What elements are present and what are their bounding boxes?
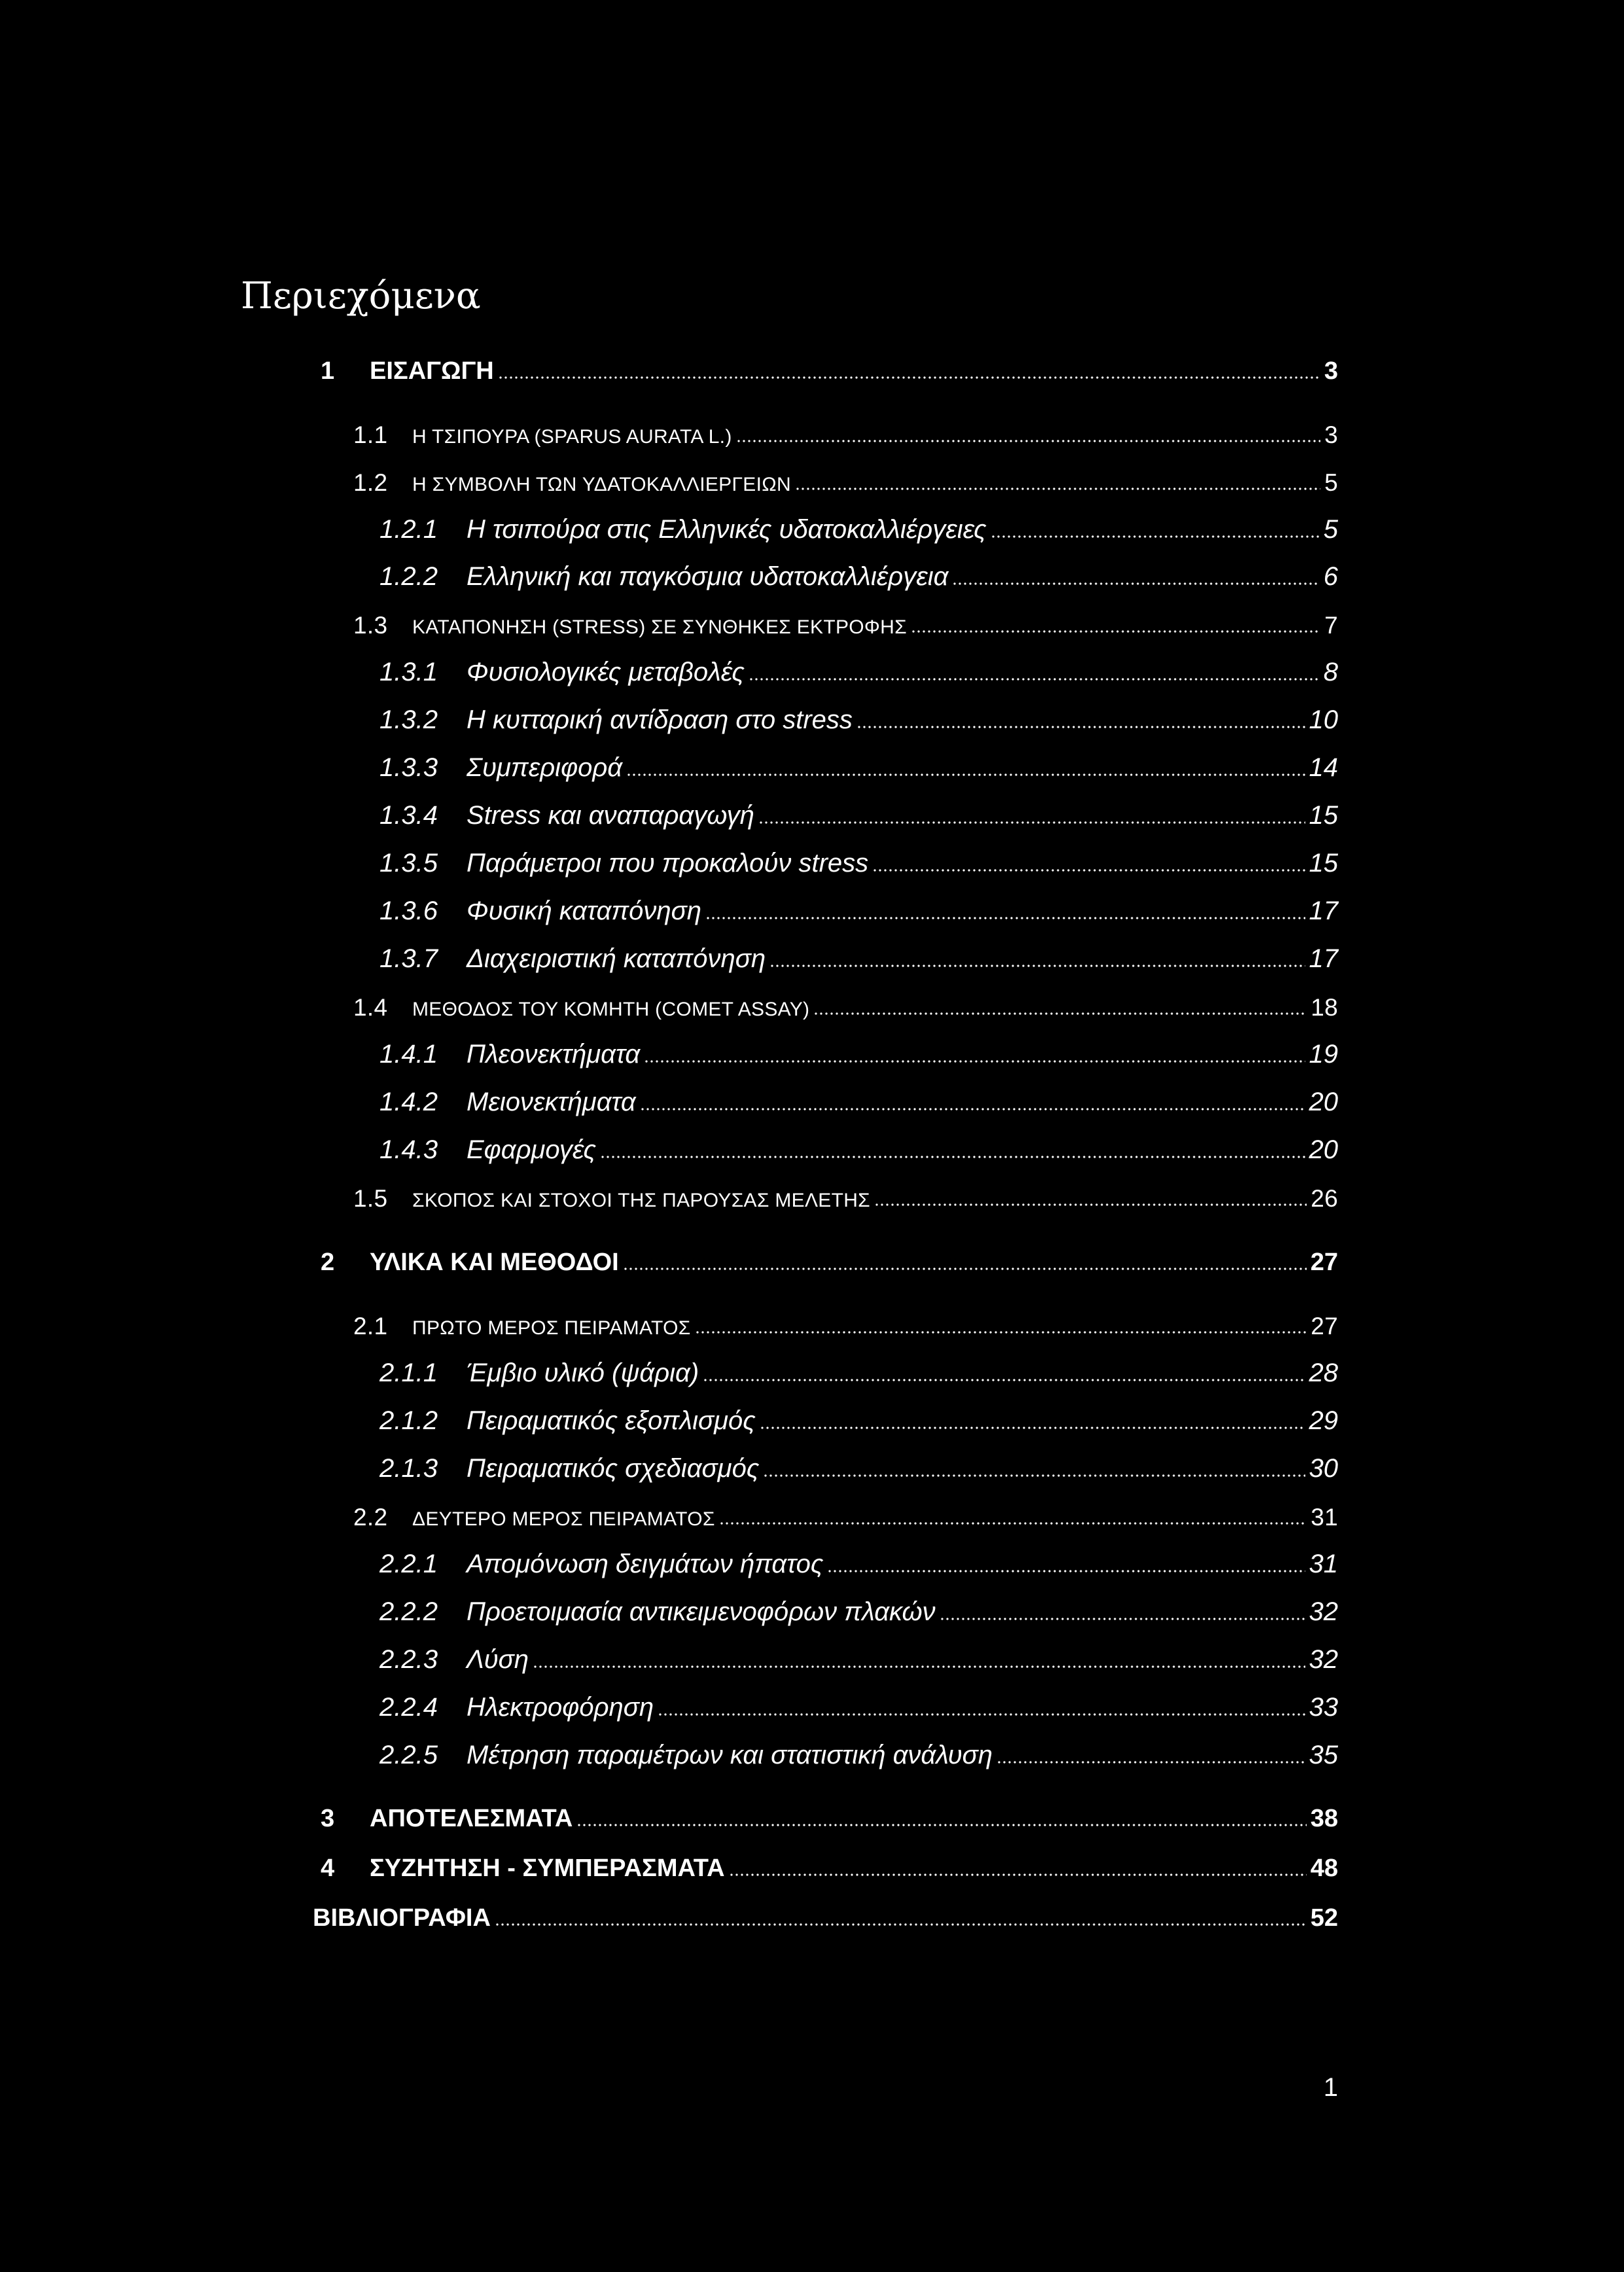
- toc-entry-1-4[interactable]: [353, 983, 1338, 1020]
- entry-number: 1.4.2: [380, 1088, 438, 1116]
- dot-leader: [827, 1570, 1305, 1572]
- dot-leader: [952, 582, 1319, 585]
- toc-entry-1-3-7[interactable]: [380, 935, 1338, 972]
- entry-number: 1.3: [353, 612, 388, 639]
- dot-leader: [874, 1203, 1307, 1206]
- entry-title: ΠΡΩΤΟ ΜΕΡΟΣ ΠΕΙΡΑΜΑΤΟΣ: [412, 1317, 691, 1339]
- entry-number: 2.1.3: [380, 1454, 438, 1483]
- entry-title: Απομόνωση δειγμάτων ήπατος: [467, 1550, 824, 1578]
- dot-leader: [872, 869, 1305, 872]
- entry-page: 27: [1311, 1313, 1338, 1340]
- toc-entry-2-1[interactable]: [353, 1302, 1338, 1338]
- toc-entry-2-1-3[interactable]: [380, 1445, 1338, 1482]
- entry-page: 20: [1309, 1088, 1338, 1116]
- entry-title: Stress και αναπαραγωγή: [467, 801, 754, 830]
- toc-entry-1-2-1[interactable]: [380, 506, 1338, 542]
- entry-number: 1.3.4: [380, 801, 438, 830]
- entry-page: 48: [1310, 1855, 1338, 1882]
- toc-entry-2-2-3[interactable]: [380, 1636, 1338, 1673]
- entry-title: Φυσιολογικές μεταβολές: [467, 658, 745, 686]
- dot-leader: [695, 1331, 1307, 1334]
- entry-number: 2.2.1: [380, 1550, 438, 1578]
- entry-number: 2.1.2: [380, 1406, 438, 1435]
- dot-leader: [991, 535, 1320, 538]
- dot-leader: [705, 917, 1305, 919]
- entry-number: 2.2.5: [380, 1741, 438, 1769]
- page-number: 1: [1323, 2073, 1338, 2102]
- entry-title: Πειραματικός εξοπλισμός: [467, 1406, 756, 1435]
- entry-number: 2.2: [353, 1504, 388, 1531]
- entry-page: 19: [1309, 1040, 1338, 1069]
- toc-entry-2-1-1[interactable]: [380, 1349, 1338, 1386]
- entry-number: 1.2: [353, 469, 388, 496]
- entry-title: Πειραματικός σχεδιασμός: [467, 1454, 760, 1483]
- entry-page: 32: [1309, 1597, 1338, 1626]
- dot-leader: [749, 678, 1320, 681]
- toc-entry-1-1[interactable]: [353, 410, 1338, 447]
- entry-page: 6: [1323, 562, 1338, 591]
- toc-entry-1-4-3[interactable]: [380, 1126, 1338, 1163]
- entry-page: 35: [1309, 1741, 1338, 1769]
- dot-leader: [495, 1923, 1307, 1926]
- toc-entry-2-2-1[interactable]: [380, 1540, 1338, 1577]
- toc-entry-chapter-2[interactable]: [321, 1238, 1338, 1275]
- entry-title: Προετοιμασία αντικειμενοφόρων πλακών: [467, 1597, 936, 1626]
- entry-page: 5: [1323, 515, 1338, 544]
- toc-title: Περιεχόμενα: [241, 275, 481, 317]
- entry-number: 1.4.3: [380, 1135, 438, 1164]
- entry-number: 2.1: [353, 1313, 388, 1340]
- entry-page: 3: [1324, 357, 1338, 385]
- entry-title: Ηλεκτροφόρηση: [467, 1693, 654, 1722]
- entry-title: Έμβιο υλικό (ψάρια): [467, 1358, 699, 1387]
- entry-page: 18: [1311, 994, 1338, 1021]
- entry-page: 31: [1309, 1550, 1338, 1578]
- dot-leader: [736, 440, 1320, 442]
- toc-entry-1-3-3[interactable]: [380, 744, 1338, 781]
- entry-title: Πλεονεκτήματα: [467, 1040, 641, 1069]
- entry-number: 1.2.1: [380, 515, 438, 544]
- entry-page: 14: [1309, 753, 1338, 782]
- entry-page: 10: [1309, 705, 1338, 734]
- entry-title: Εφαρμογές: [467, 1135, 596, 1164]
- entry-number: 2.1.1: [380, 1358, 438, 1387]
- toc-entry-2-2-4[interactable]: [380, 1684, 1338, 1720]
- entry-page: 15: [1309, 849, 1338, 878]
- entry-number: 1.3.5: [380, 849, 438, 878]
- toc-entry-1-4-1[interactable]: [380, 1031, 1338, 1067]
- dot-leader: [623, 1268, 1307, 1270]
- entry-title: ΑΠΟΤΕΛΕΣΜΑΤΑ: [370, 1805, 573, 1832]
- entry-page: 15: [1309, 801, 1338, 830]
- entry-page: 3: [1324, 421, 1338, 448]
- entry-page: 31: [1311, 1504, 1338, 1531]
- dot-leader: [703, 1379, 1305, 1381]
- entry-page: 7: [1324, 612, 1338, 639]
- entry-title: Μέτρηση παραμέτρων και στατιστική ανάλυση: [467, 1741, 993, 1769]
- entry-page: 8: [1323, 658, 1338, 686]
- entry-page: 52: [1310, 1904, 1338, 1932]
- entry-number: 1.1: [353, 421, 388, 448]
- entry-title: Διαχειριστική καταπόνηση: [467, 944, 766, 973]
- entry-page: 29: [1309, 1406, 1338, 1435]
- dot-leader: [626, 773, 1305, 776]
- entry-title: Η ΣΥΜΒΟΛΗ ΤΩΝ ΥΔΑΤΟΚΑΛΛΙΕΡΓΕΙΩΝ: [412, 474, 791, 495]
- entry-page: 17: [1309, 944, 1338, 973]
- entry-title: ΣΥΖΗΤΗΣΗ - ΣΥΜΠΕΡΑΣΜΑΤΑ: [370, 1855, 725, 1882]
- dot-leader: [533, 1665, 1305, 1668]
- entry-page: 27: [1310, 1249, 1338, 1276]
- dot-leader: [498, 376, 1320, 379]
- entry-number: 1.3.3: [380, 753, 438, 782]
- dot-leader: [600, 1156, 1305, 1158]
- dot-leader: [729, 1873, 1307, 1876]
- entry-number: 1: [321, 357, 335, 385]
- entry-number: 1.3.1: [380, 658, 438, 686]
- toc-entry-chapter-4[interactable]: [321, 1844, 1338, 1881]
- entry-title: Ελληνική και παγκόσμια υδατοκαλλιέργεια: [467, 562, 949, 591]
- entry-title: Φυσική καταπόνηση: [467, 896, 701, 925]
- toc-entry-1-3-6[interactable]: [380, 887, 1338, 924]
- entry-number: 1.3.6: [380, 896, 438, 925]
- entry-title: ΒΙΒΛΙΟΓΡΑΦΙΑ: [313, 1904, 491, 1932]
- entry-page: 20: [1309, 1135, 1338, 1164]
- toc-entry-2-2[interactable]: [353, 1493, 1338, 1529]
- dot-leader: [769, 965, 1305, 967]
- entry-title: Μειονεκτήματα: [467, 1088, 636, 1116]
- dot-leader: [813, 1012, 1307, 1015]
- entry-number: 1.4.1: [380, 1040, 438, 1069]
- dot-leader: [658, 1713, 1305, 1716]
- entry-page: 32: [1309, 1645, 1338, 1674]
- entry-title: Η τσιπούρα στις Ελληνικές υδατοκαλλιέργειες: [467, 515, 987, 544]
- entry-page: 26: [1311, 1185, 1338, 1212]
- entry-page: 5: [1324, 469, 1338, 496]
- dot-leader: [719, 1522, 1307, 1525]
- entry-title: Παράμετροι που προκαλούν stress: [467, 849, 869, 878]
- entry-page: 38: [1310, 1805, 1338, 1832]
- entry-page: 28: [1309, 1358, 1338, 1387]
- dot-leader: [911, 630, 1320, 633]
- dot-leader: [997, 1761, 1305, 1764]
- entry-title: ΔΕΥΤΕΡΟ ΜΕΡΟΣ ΠΕΙΡΑΜΑΤΟΣ: [412, 1508, 715, 1530]
- entry-page: 17: [1309, 896, 1338, 925]
- entry-number: 2.2.4: [380, 1693, 438, 1722]
- entry-title: Συμπεριφορά: [467, 753, 623, 782]
- entry-title: ΕΙΣΑΓΩΓΗ: [370, 357, 494, 385]
- entry-page: 30: [1309, 1454, 1338, 1483]
- dot-leader: [644, 1060, 1305, 1063]
- toc-entry-1-4-2[interactable]: [380, 1078, 1338, 1115]
- entry-title: Η ΤΣΙΠΟΥΡΑ (SPARUS AURATA L.): [412, 426, 732, 448]
- toc-entry-chapter-1[interactable]: [321, 347, 1338, 383]
- entry-number: 1.2.2: [380, 562, 438, 591]
- dot-leader: [576, 1824, 1306, 1826]
- dot-leader: [940, 1618, 1305, 1620]
- toc-entry-1-2-2[interactable]: [380, 553, 1338, 590]
- dot-leader: [763, 1474, 1305, 1477]
- entry-number: 2: [321, 1249, 335, 1276]
- dot-leader: [640, 1108, 1305, 1110]
- toc-entry-1-3-5[interactable]: [380, 840, 1338, 876]
- entry-number: 1.3.2: [380, 705, 438, 734]
- entry-number: 1.3.7: [380, 944, 438, 973]
- toc-entry-2-1-2[interactable]: [380, 1397, 1338, 1434]
- entry-title: ΜΕΘΟΔΟΣ ΤΟΥ ΚΟΜΗΤΗ (COMET ASSAY): [412, 999, 810, 1020]
- toc-entry-1-5[interactable]: [353, 1174, 1338, 1211]
- entry-number: 4: [321, 1855, 335, 1882]
- entry-title: ΣΚΟΠΟΣ ΚΑΙ ΣΤΟΧΟΙ ΤΗΣ ΠΑΡΟΥΣΑΣ ΜΕΛΕΤΗΣ: [412, 1190, 871, 1211]
- toc-entry-1-2[interactable]: [353, 458, 1338, 495]
- entry-number: 2.2.2: [380, 1597, 438, 1626]
- entry-title: ΥΛΙΚΑ ΚΑΙ ΜΕΘΟΔΟΙ: [370, 1249, 619, 1276]
- dot-leader: [758, 821, 1305, 824]
- entry-page: 33: [1309, 1693, 1338, 1722]
- entry-title: ΚΑΤΑΠΟΝΗΣΗ (STRESS) ΣΕ ΣΥΝΘΗΚΕΣ ΕΚΤΡΟΦΗΣ: [412, 616, 907, 638]
- toc-entry-2-2-2[interactable]: [380, 1588, 1338, 1625]
- toc-entry-1-3-4[interactable]: [380, 792, 1338, 828]
- entry-title: Η κυτταρική αντίδραση στο stress: [467, 705, 853, 734]
- toc-entry-1-3-1[interactable]: [380, 648, 1338, 685]
- dot-leader: [795, 488, 1320, 490]
- entry-number: 1.4: [353, 994, 388, 1021]
- entry-number: 2.2.3: [380, 1645, 438, 1674]
- dot-leader: [760, 1427, 1305, 1429]
- toc-entry-2-2-5[interactable]: [380, 1731, 1338, 1768]
- toc-entry-1-3-2[interactable]: [380, 696, 1338, 733]
- toc-entry-chapter-3[interactable]: [321, 1794, 1338, 1831]
- toc-entry-bibliography[interactable]: [313, 1894, 1338, 1930]
- dot-leader: [856, 726, 1305, 728]
- entry-title: Λύση: [467, 1645, 529, 1674]
- entry-number: 1.5: [353, 1185, 388, 1212]
- toc-entry-1-3[interactable]: [353, 601, 1338, 637]
- entry-number: 3: [321, 1805, 335, 1832]
